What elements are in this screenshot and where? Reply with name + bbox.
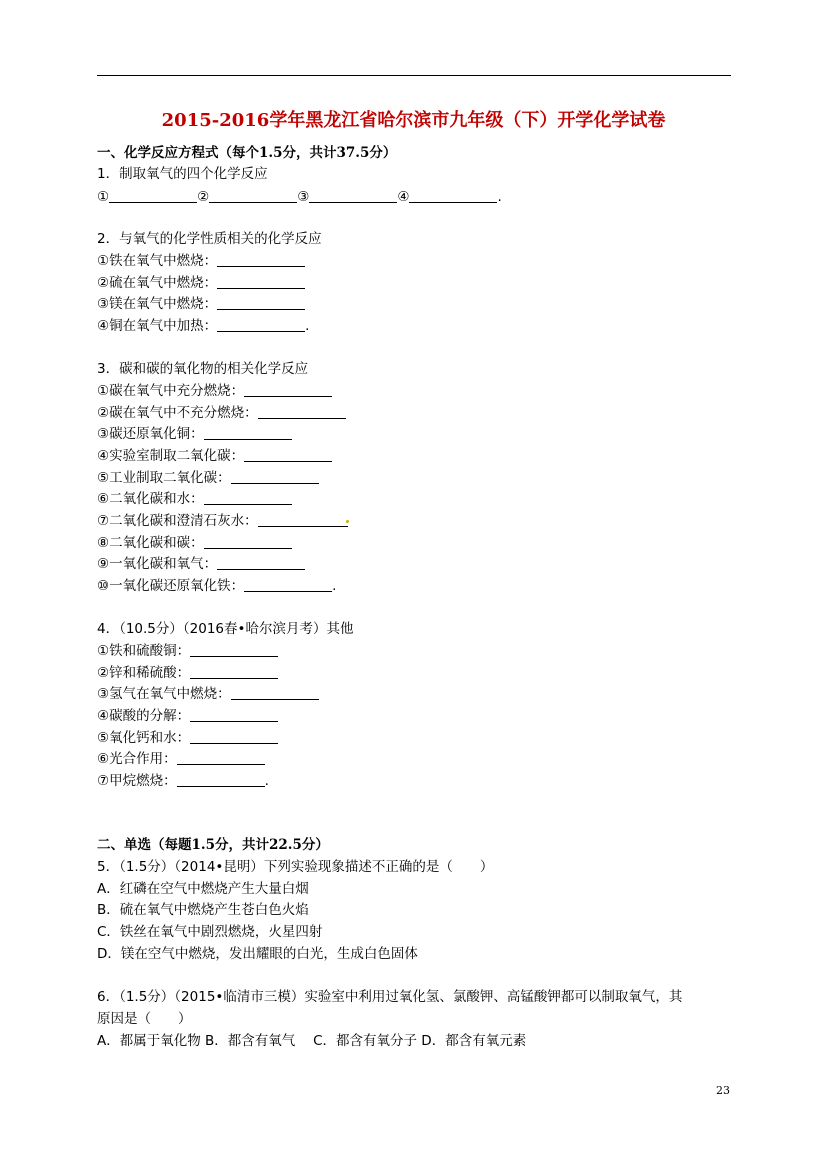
q2-stem: 2．与氧气的化学性质相关的化学反应 (97, 231, 322, 247)
q4-item (97, 641, 278, 661)
q4-item-label: ④碳酸的分解： (97, 708, 191, 724)
q4-blank[interactable] (190, 642, 278, 657)
q3-item-label: ⑤工业制取二氧化碳： (97, 470, 231, 486)
q1-answer-line (97, 187, 502, 207)
q1-blank-3[interactable] (309, 188, 397, 203)
q3-item-label: ⑥二氧化碳和水： (97, 491, 204, 507)
q4-item (97, 663, 278, 683)
q1-mark-3: ③ (297, 189, 310, 205)
q3-blank[interactable] (204, 490, 292, 505)
q6-stem-line2: 原因是（ ） (97, 1011, 192, 1027)
q2-item (97, 251, 305, 271)
q4-item (97, 706, 278, 726)
q3-item (97, 576, 336, 596)
q5-option: A．红磷在空气中燃烧产生大量白烟 (97, 881, 309, 897)
section1-heading: 一、化学反应方程式（每个1.5分，共计37.5分） (97, 145, 397, 161)
page-title: 2015-2016学年黑龙江省哈尔滨市九年级（下）开学化学试卷 (161, 110, 666, 131)
q4-end: . (264, 773, 269, 789)
header-rule (97, 75, 731, 76)
q4-item-label: ⑦甲烷燃烧： (97, 773, 177, 789)
q1-mark-4: ④ (397, 189, 410, 205)
q2-item (97, 294, 305, 314)
q5-option: C．铁丝在氧气中剧烈燃烧，火星四射 (97, 924, 323, 940)
q3-item (97, 403, 346, 423)
q3-item-label: ⑨一氧化碳和氧气： (97, 556, 218, 572)
q3-blank[interactable] (204, 534, 292, 549)
q4-item-label: ⑤氧化钙和水： (97, 730, 191, 746)
q2-blank[interactable] (217, 252, 305, 267)
q4-item-label: ⑥光合作用： (97, 751, 177, 767)
q4-blank[interactable] (177, 772, 265, 787)
q1-blank-2[interactable] (209, 188, 297, 203)
q2-blank[interactable] (217, 274, 305, 289)
q5-option: D．镁在空气中燃烧，发出耀眼的白光，生成白色固体 (97, 946, 418, 962)
q3-blank[interactable] (244, 577, 332, 592)
q3-blank[interactable] (258, 512, 348, 527)
q6-stem-line1: 6．（1.5分）（2015•临清市三模）实验室中利用过氧化氢、氯酸钾、高锰酸钾都可以制取氧气，其 (97, 989, 683, 1005)
q4-item-label: ①铁和硫酸铜： (97, 643, 191, 659)
q3-blank[interactable] (231, 469, 319, 484)
q3-end: . (332, 578, 337, 594)
q3-item (97, 489, 292, 509)
q3-item (97, 381, 332, 401)
q3-item (97, 511, 348, 531)
q3-blank[interactable] (244, 447, 332, 462)
q4-blank[interactable] (231, 685, 319, 700)
q2-item-label: ①铁在氧气中燃烧： (97, 253, 218, 269)
q4-blank[interactable] (190, 729, 278, 744)
q3-item (97, 554, 305, 574)
q5-option: B．硫在氧气中燃烧产生苍白色火焰 (97, 902, 309, 918)
q4-item (97, 749, 265, 769)
q3-item-label: ⑧二氧化碳和碳： (97, 535, 204, 551)
q3-item-label: ②碳在氧气中不充分燃烧： (97, 405, 258, 421)
q1-mark-2: ② (197, 189, 210, 205)
q2-item-label: ②硫在氧气中燃烧： (97, 275, 218, 291)
q3-stem: 3．碳和碳的氧化物的相关化学反应 (97, 361, 309, 377)
q2-blank[interactable] (217, 295, 305, 310)
q4-item-label: ③氢气在氧气中燃烧： (97, 686, 231, 702)
q3-item (97, 533, 292, 553)
q4-blank[interactable] (177, 750, 265, 765)
stray-mark (346, 520, 349, 523)
q1-mark-1: ① (97, 189, 110, 205)
q3-item (97, 424, 292, 444)
q5-stem: 5．（1.5分）（2014•昆明）下列实验现象描述不正确的是（ ） (97, 859, 494, 875)
q3-item-label: ①碳在氧气中充分燃烧： (97, 383, 245, 399)
q3-blank[interactable] (244, 382, 332, 397)
q4-blank[interactable] (190, 707, 278, 722)
q3-blank[interactable] (204, 425, 292, 440)
q4-item-label: ②锌和稀硫酸： (97, 665, 191, 681)
q2-blank[interactable] (217, 317, 305, 332)
q3-blank[interactable] (258, 404, 346, 419)
q3-item-label: ④实验室制取二氧化碳： (97, 448, 245, 464)
q3-item-label: ⑦二氧化碳和澄清石灰水： (97, 513, 258, 529)
q3-item (97, 468, 319, 488)
q2-item (97, 316, 309, 336)
q1-blank-4[interactable] (409, 188, 497, 203)
q2-item (97, 273, 305, 293)
q6-options: A．都属于氧化物 B．都含有氧气 C．都含有氧分子 D．都含有氧元素 (97, 1033, 527, 1049)
page-number: 23 (716, 1084, 730, 1097)
q4-stem: 4．（10.5分）（2016春•哈尔滨月考）其他 (97, 621, 354, 637)
q1-end: . (497, 189, 502, 205)
q4-item (97, 771, 269, 791)
q3-item-label: ③碳还原氧化铜： (97, 426, 204, 442)
q4-blank[interactable] (190, 664, 278, 679)
section2-heading: 二、单选（每题1.5分，共计22.5分） (97, 837, 329, 853)
q4-item (97, 684, 319, 704)
q3-blank[interactable] (217, 555, 305, 570)
q1-stem: 1．制取氧气的四个化学反应 (97, 166, 268, 182)
q1-blank-1[interactable] (109, 188, 197, 203)
q2-end: . (305, 318, 310, 334)
q3-item (97, 446, 332, 466)
q2-item-label: ④铜在氧气中加热： (97, 318, 218, 334)
q3-item-label: ⑩一氧化碳还原氧化铁： (97, 578, 245, 594)
q2-item-label: ③镁在氧气中燃烧： (97, 296, 218, 312)
q4-item (97, 728, 278, 748)
